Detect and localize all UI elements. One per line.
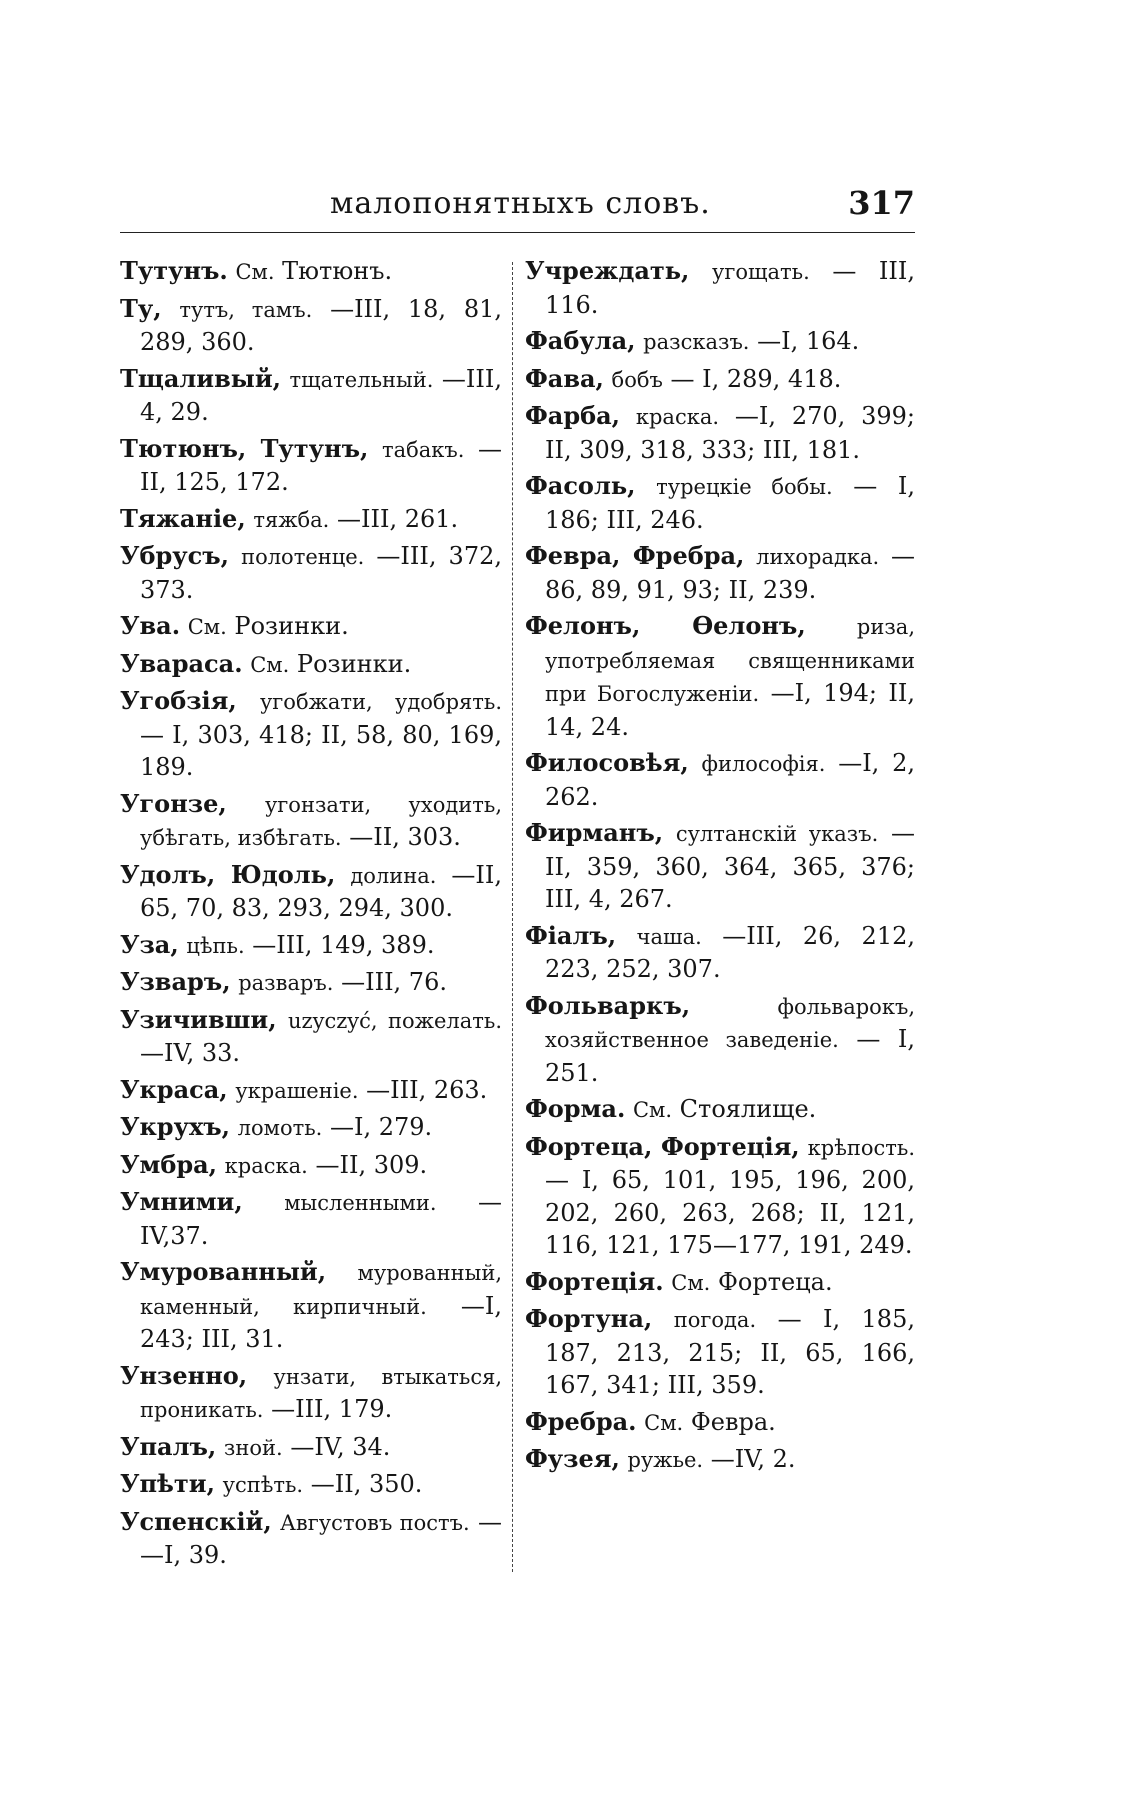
entry-reference: —IV, 33. xyxy=(140,1039,241,1067)
dictionary-entry xyxy=(120,1149,502,1183)
entry-reference: —III, 179. xyxy=(271,1395,393,1423)
entry-headword: Тщаливый, xyxy=(120,363,281,393)
dictionary-entry xyxy=(120,1360,502,1427)
entry-reference: —II, 65, 70, 83, 293, 294, 300. xyxy=(140,860,502,922)
dictionary-entry xyxy=(525,1131,915,1262)
entry-headword: Ту, xyxy=(120,293,162,323)
dictionary-entry xyxy=(525,1093,915,1127)
entry-gloss: См. xyxy=(235,260,275,284)
entry-reference: — I, 251. xyxy=(545,1025,915,1087)
entry-gloss: украшеніе. xyxy=(235,1078,359,1103)
entry-reference: — I, 289, 418. xyxy=(670,364,842,393)
dictionary-entry xyxy=(120,1004,502,1070)
entry-reference: — 86, 89, 91, 93; II, 239. xyxy=(545,542,915,604)
entry-gloss: См. xyxy=(187,615,227,639)
dictionary-entry xyxy=(120,1256,502,1356)
entry-reference: — I, 65, 101, 195, 196, 200, 202, 260, 263, 268; II, 121, 116, 121, 175—177, 191, 249. xyxy=(545,1166,915,1259)
entry-headword: Фасоль, xyxy=(525,471,636,500)
entry-reference: — —I, 39. xyxy=(140,1507,502,1569)
dictionary-entry xyxy=(120,255,502,289)
entry-headword: Филосовѣя, xyxy=(525,748,689,777)
entry-gloss: зной. xyxy=(223,1435,283,1460)
entry-gloss: См. xyxy=(671,1270,711,1295)
dictionary-entry xyxy=(120,859,502,925)
dictionary-entry xyxy=(525,1443,915,1477)
entry-reference: —III, 18, 81, 289, 360. xyxy=(140,294,502,356)
entry-gloss: разваръ. xyxy=(238,971,334,995)
entry-gloss: бобъ xyxy=(611,367,663,392)
dictionary-entry xyxy=(120,1468,502,1502)
dictionary-entry xyxy=(120,685,502,784)
entry-gloss: тщательный. xyxy=(289,367,434,392)
dictionary-entry xyxy=(525,325,915,359)
dictionary-entry xyxy=(525,1266,915,1300)
entry-reference: Фортеца. xyxy=(718,1267,833,1296)
entry-gloss: мурованный, каменный, кирпичный. xyxy=(140,1261,502,1319)
entry-gloss: ружье. xyxy=(627,1448,704,1472)
entry-reference: —I, 194; II, 14, 24. xyxy=(545,679,915,741)
header-rule xyxy=(120,232,915,233)
running-title: малопонятныхъ словъ. xyxy=(330,186,711,221)
entry-reference: — I, 185, 187, 213, 215; II, 65, 166, 167, 341; III, 359. xyxy=(545,1305,915,1399)
entry-headword: Фузея, xyxy=(525,1444,620,1473)
dictionary-entry xyxy=(120,648,502,682)
entry-reference: —I, 279. xyxy=(330,1113,433,1141)
entry-headword: Упѣти, xyxy=(120,1469,215,1498)
entry-gloss: угонзати, уходить, убѣгать, избѣгать. xyxy=(140,792,502,850)
dictionary-entry xyxy=(120,788,502,855)
entry-gloss: чаша. xyxy=(636,924,702,949)
entry-gloss: краска. xyxy=(635,405,720,429)
entry-reference: —III, 261. xyxy=(337,504,459,533)
entry-gloss: унзати, втыкаться, проникать. xyxy=(140,1364,502,1422)
dictionary-entry xyxy=(525,747,915,813)
entry-gloss: См. xyxy=(644,1410,684,1435)
entry-headword: Фіалъ, xyxy=(525,920,617,950)
entry-headword: Тутунъ. xyxy=(120,256,228,285)
entry-reference: Тютюнъ. xyxy=(282,257,393,285)
entry-gloss: разсказъ. xyxy=(643,330,750,354)
entry-reference: —III, 149, 389. xyxy=(252,930,435,959)
entry-gloss: тяжба. xyxy=(253,507,330,532)
entry-gloss: угощать. xyxy=(711,260,810,284)
entry-headword: Узичивши, xyxy=(120,1004,277,1034)
dictionary-entry xyxy=(120,503,502,537)
entry-headword: Украса, xyxy=(120,1074,228,1104)
entry-gloss: ломоть. xyxy=(237,1116,323,1140)
entry-headword: Узваръ, xyxy=(120,967,231,996)
entry-reference: —II, 303. xyxy=(349,823,461,851)
dictionary-entry xyxy=(120,433,502,499)
entry-reference: —I, 243; III, 31. xyxy=(140,1291,502,1353)
entry-headword: Фольваркъ, xyxy=(525,990,691,1020)
dictionary-entry xyxy=(525,610,915,743)
left-column xyxy=(120,255,502,1576)
entry-headword: Умними, xyxy=(120,1187,243,1216)
right-column xyxy=(525,255,915,1481)
entry-reference: —IV, 34. xyxy=(290,1432,391,1461)
entry-headword: Фарба, xyxy=(525,401,621,430)
entry-reference: —I, 270, 399; II, 309, 318, 333; III, 181. xyxy=(545,402,915,464)
entry-gloss: угобжати, удобрять. xyxy=(259,690,502,714)
entry-headword: Фребра. xyxy=(525,1406,637,1436)
page-header xyxy=(120,178,915,234)
entry-headword: Умбра, xyxy=(120,1149,218,1179)
entry-reference: —IV,37. xyxy=(140,1188,502,1250)
entry-headword: Умурованный, xyxy=(120,1257,327,1286)
entry-headword: Фортеца, Фортеція, xyxy=(525,1131,800,1161)
dictionary-entry xyxy=(525,817,915,916)
entry-reference: — II, 359, 360, 364, 365, 376; III, 4, 267. xyxy=(545,819,915,913)
entry-reference: Розинки. xyxy=(296,649,412,678)
entry-headword: Фортуна, xyxy=(525,1304,653,1333)
entry-gloss: мысленными. xyxy=(284,1191,437,1215)
dictionary-entry xyxy=(120,540,502,606)
dictionary-entry xyxy=(525,1406,915,1440)
entry-headword: Тютюнъ, Тутунъ, xyxy=(120,433,369,463)
dictionary-entry xyxy=(525,400,915,466)
dictionary-entry xyxy=(525,540,915,606)
entry-headword: Успенскій, xyxy=(120,1506,272,1536)
entry-reference: — I, 303, 418; II, 58, 80, 169, 189. xyxy=(140,720,502,781)
entry-gloss: лихорадка. xyxy=(756,545,880,569)
entry-reference: —III, 4, 29. xyxy=(140,364,502,426)
dictionary-entry xyxy=(525,255,915,321)
entry-gloss: табакъ. xyxy=(381,437,465,462)
entry-headword: Угобзія, xyxy=(120,686,237,715)
entry-reference: Февра. xyxy=(690,1407,776,1436)
entry-gloss: крѣпость. xyxy=(807,1135,915,1160)
dictionary-entry xyxy=(525,1303,915,1402)
dictionary-entry xyxy=(120,929,502,963)
entry-gloss: успѣть. xyxy=(222,1473,304,1497)
entry-reference: —II, 350. xyxy=(310,1470,423,1498)
entry-gloss: краска. xyxy=(224,1153,308,1178)
entry-headword: Тяжаніе, xyxy=(120,503,246,533)
entry-headword: Фортеція. xyxy=(525,1266,664,1296)
entry-headword: Ува. xyxy=(120,611,181,640)
entry-gloss: См. xyxy=(632,1098,673,1122)
entry-gloss: турецкіе бобы. xyxy=(656,475,833,499)
entry-gloss: султанскій указъ. xyxy=(675,822,879,846)
entry-headword: Фава, xyxy=(525,363,604,393)
entry-headword: Укрухъ, xyxy=(120,1112,231,1141)
entry-reference: —I, 164. xyxy=(757,327,860,355)
dictionary-entry xyxy=(525,470,915,536)
dictionary-entry xyxy=(120,610,502,644)
dictionary-entry xyxy=(120,1506,502,1572)
entry-headword: Уза, xyxy=(120,929,179,959)
entry-reference: Розинки. xyxy=(234,612,349,640)
entry-gloss: тутъ, тамъ. xyxy=(179,297,313,322)
entry-reference: —IV, 2. xyxy=(710,1445,796,1473)
dictionary-entry xyxy=(120,1431,502,1465)
dictionary-entry xyxy=(120,363,502,429)
dictionary-entry xyxy=(525,920,915,986)
entry-reference: —III, 76. xyxy=(341,968,447,996)
entry-headword: Фелонъ, Ѳелонъ, xyxy=(525,611,806,640)
entry-headword: Упалъ, xyxy=(120,1431,217,1461)
entry-gloss: полотенце. xyxy=(241,545,365,569)
entry-reference: —II, 309. xyxy=(315,1150,428,1179)
entry-headword: Форма. xyxy=(525,1094,626,1123)
dictionary-entry xyxy=(525,990,915,1090)
dictionary-entry xyxy=(120,293,502,359)
entry-reference: —III, 372, 373. xyxy=(140,542,502,604)
entry-headword: Фабула, xyxy=(525,326,636,355)
entry-headword: Угонзе, xyxy=(120,788,227,818)
entry-gloss: фольварокъ, хозяйственное заведеніе. xyxy=(545,994,915,1052)
entry-headword: Убрусъ, xyxy=(120,541,230,570)
entry-reference: —I, 2, 262. xyxy=(545,749,915,811)
entry-gloss: uzyczyć, пожелать. xyxy=(288,1008,502,1033)
dictionary-entry xyxy=(120,1186,502,1252)
entry-headword: Февра, Фребра, xyxy=(525,541,745,570)
entry-reference: —III, 263. xyxy=(366,1075,488,1104)
entry-gloss: цѣпь. xyxy=(186,933,245,958)
entry-reference: Стоялище. xyxy=(679,1095,817,1123)
entry-headword: Увараса. xyxy=(120,648,243,678)
entry-reference: — III, 116. xyxy=(545,257,915,319)
entry-gloss: См. xyxy=(250,652,290,677)
page-number: 317 xyxy=(848,184,915,222)
entry-headword: Фирманъ, xyxy=(525,818,664,847)
entry-gloss: погода. xyxy=(673,1308,757,1332)
entry-gloss: философія. xyxy=(701,752,826,776)
entry-reference: — I, 186; III, 246. xyxy=(545,472,915,534)
dictionary-entry xyxy=(120,1111,502,1145)
entry-headword: Учреждать, xyxy=(525,256,690,285)
dictionary-entry xyxy=(120,1074,502,1108)
column-divider xyxy=(512,262,513,1572)
entry-gloss: риза, употребляемая священниками при Богослуженіи. xyxy=(545,615,915,706)
entry-headword: Унзенно, xyxy=(120,1360,248,1390)
dictionary-entry xyxy=(525,363,915,397)
entry-gloss: долина. xyxy=(350,863,437,888)
entry-reference: —III, 26, 212, 223, 252, 307. xyxy=(545,921,915,983)
dictionary-entry xyxy=(120,966,502,1000)
entry-gloss: Августовъ постъ. xyxy=(280,1510,470,1535)
entry-reference: — II, 125, 172. xyxy=(140,434,502,496)
entry-headword: Удолъ, Юдоль, xyxy=(120,859,336,889)
